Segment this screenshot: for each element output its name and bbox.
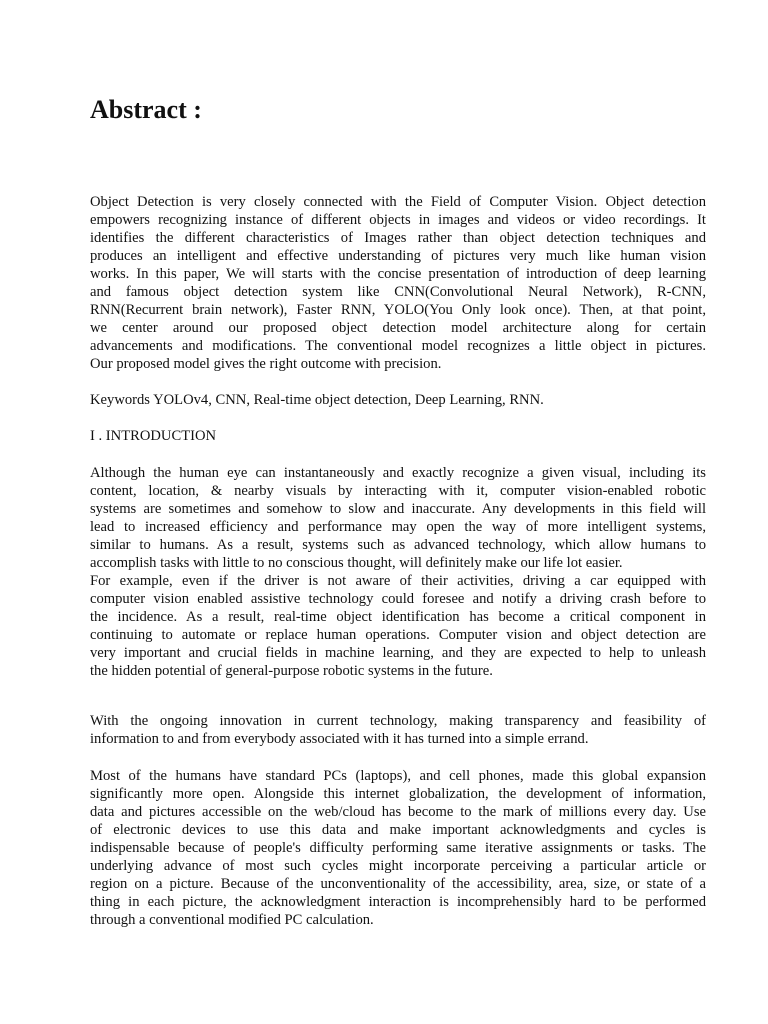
text-line: we center around our proposed object detection model architecture along for certain — [90, 320, 706, 336]
text-line: accomplish tasks with little to no conscious thought, will definitely make our life lot easier. — [90, 555, 623, 571]
section-heading-introduction — [90, 427, 706, 445]
text-line: computer vision enabled assistive technology could foresee and notify a driving crash before to — [90, 591, 706, 607]
text-line: empowers recognizing instance of different objects in images and videos or video recordings. It — [90, 212, 706, 228]
text-line: data and pictures accessible on the web/cloud has become to the mark of millions every day. Use — [90, 804, 706, 820]
text-line: and famous object detection system like CNN(Convolutional Neural Network), R-CNN, — [90, 284, 706, 300]
abstract-heading: Abstract : — [90, 95, 202, 124]
intro-paragraph-3 — [90, 712, 706, 748]
text-line: I . INTRODUCTION — [90, 428, 217, 444]
text-line: For example, even if the driver is not aware of their activities, driving a car equipped with — [90, 573, 706, 589]
text-line: Our proposed model gives the right outcome with precision. — [90, 356, 442, 372]
text-line: advancements and modifications. The conventional model recognizes a little object in pictures. — [90, 338, 706, 354]
text-line: the hidden potential of general-purpose robotic systems in the future. — [90, 663, 493, 679]
text-line: RNN(Recurrent brain network), Faster RNN, YOLO(You Only look once). Then, at that point, — [90, 302, 706, 318]
intro-paragraph-1 — [90, 464, 706, 572]
keywords — [90, 391, 706, 409]
text-line: identifies the different characteristics of Images rather than object detection techniques and — [90, 230, 706, 246]
text-line: Object Detection is very closely connected with the Field of Computer Vision. Object detection — [90, 194, 706, 210]
text-line: similar to humans. As a result, systems such as advanced technology, which allow humans to — [90, 537, 706, 553]
text-line: With the ongoing innovation in current technology, making transparency and feasibility of — [90, 713, 706, 729]
text-line: thing in each picture, the acknowledgment interaction is incomprehensibly hard to be performed — [90, 894, 706, 910]
text-line: lead to increased efficiency and performance may open the way of more intelligent systems, — [90, 519, 706, 535]
text-line: Most of the humans have standard PCs (laptops), and cell phones, made this global expansion — [90, 768, 706, 784]
text-line: region on a picture. Because of the unconventionality of the accessibility, area, size, or state of a — [90, 876, 706, 892]
text-line: very important and crucial fields in machine learning, and they are expected to help to unleash — [90, 645, 706, 661]
text-line: continuing to automate or replace human operations. Computer vision and object detection are — [90, 627, 706, 643]
text-line: systems are sometimes and somehow to slow and inaccurate. Any developments in this field will — [90, 501, 706, 517]
text-line: produces an intelligent and effective understanding of pictures very much like human vision — [90, 248, 706, 264]
text-line: works. In this paper, We will starts with the concise presentation of introduction of deep learning — [90, 266, 706, 282]
abstract-paragraph — [90, 193, 706, 373]
text-line: of electronic devices to use this data and make important acknowledgments and cycles is — [90, 822, 706, 838]
text-line: the incidence. As a result, real-time object identification has become a critical component in — [90, 609, 706, 625]
intro-paragraph-2 — [90, 572, 706, 680]
text-line: Keywords YOLOv4, CNN, Real-time object detection, Deep Learning, RNN. — [90, 392, 544, 408]
text-line: underlying advance of most such cycles might incorporate perceiving a particular article or — [90, 858, 706, 874]
text-line: through a conventional modified PC calculation. — [90, 912, 374, 928]
text-line: content, location, & nearby visuals by interacting with it, computer vision-enabled robotic — [90, 483, 706, 499]
intro-paragraph-4 — [90, 767, 706, 929]
text-line: significantly more open. Alongside this internet globalization, the development of information, — [90, 786, 706, 802]
text-line: information to and from everybody associated with it has turned into a simple errand. — [90, 731, 589, 747]
text-line: Although the human eye can instantaneously and exactly recognize a given visual, including its — [90, 465, 706, 481]
text-line: indispensable because of people's difficulty performing same iterative assignments or tasks. The — [90, 840, 706, 856]
